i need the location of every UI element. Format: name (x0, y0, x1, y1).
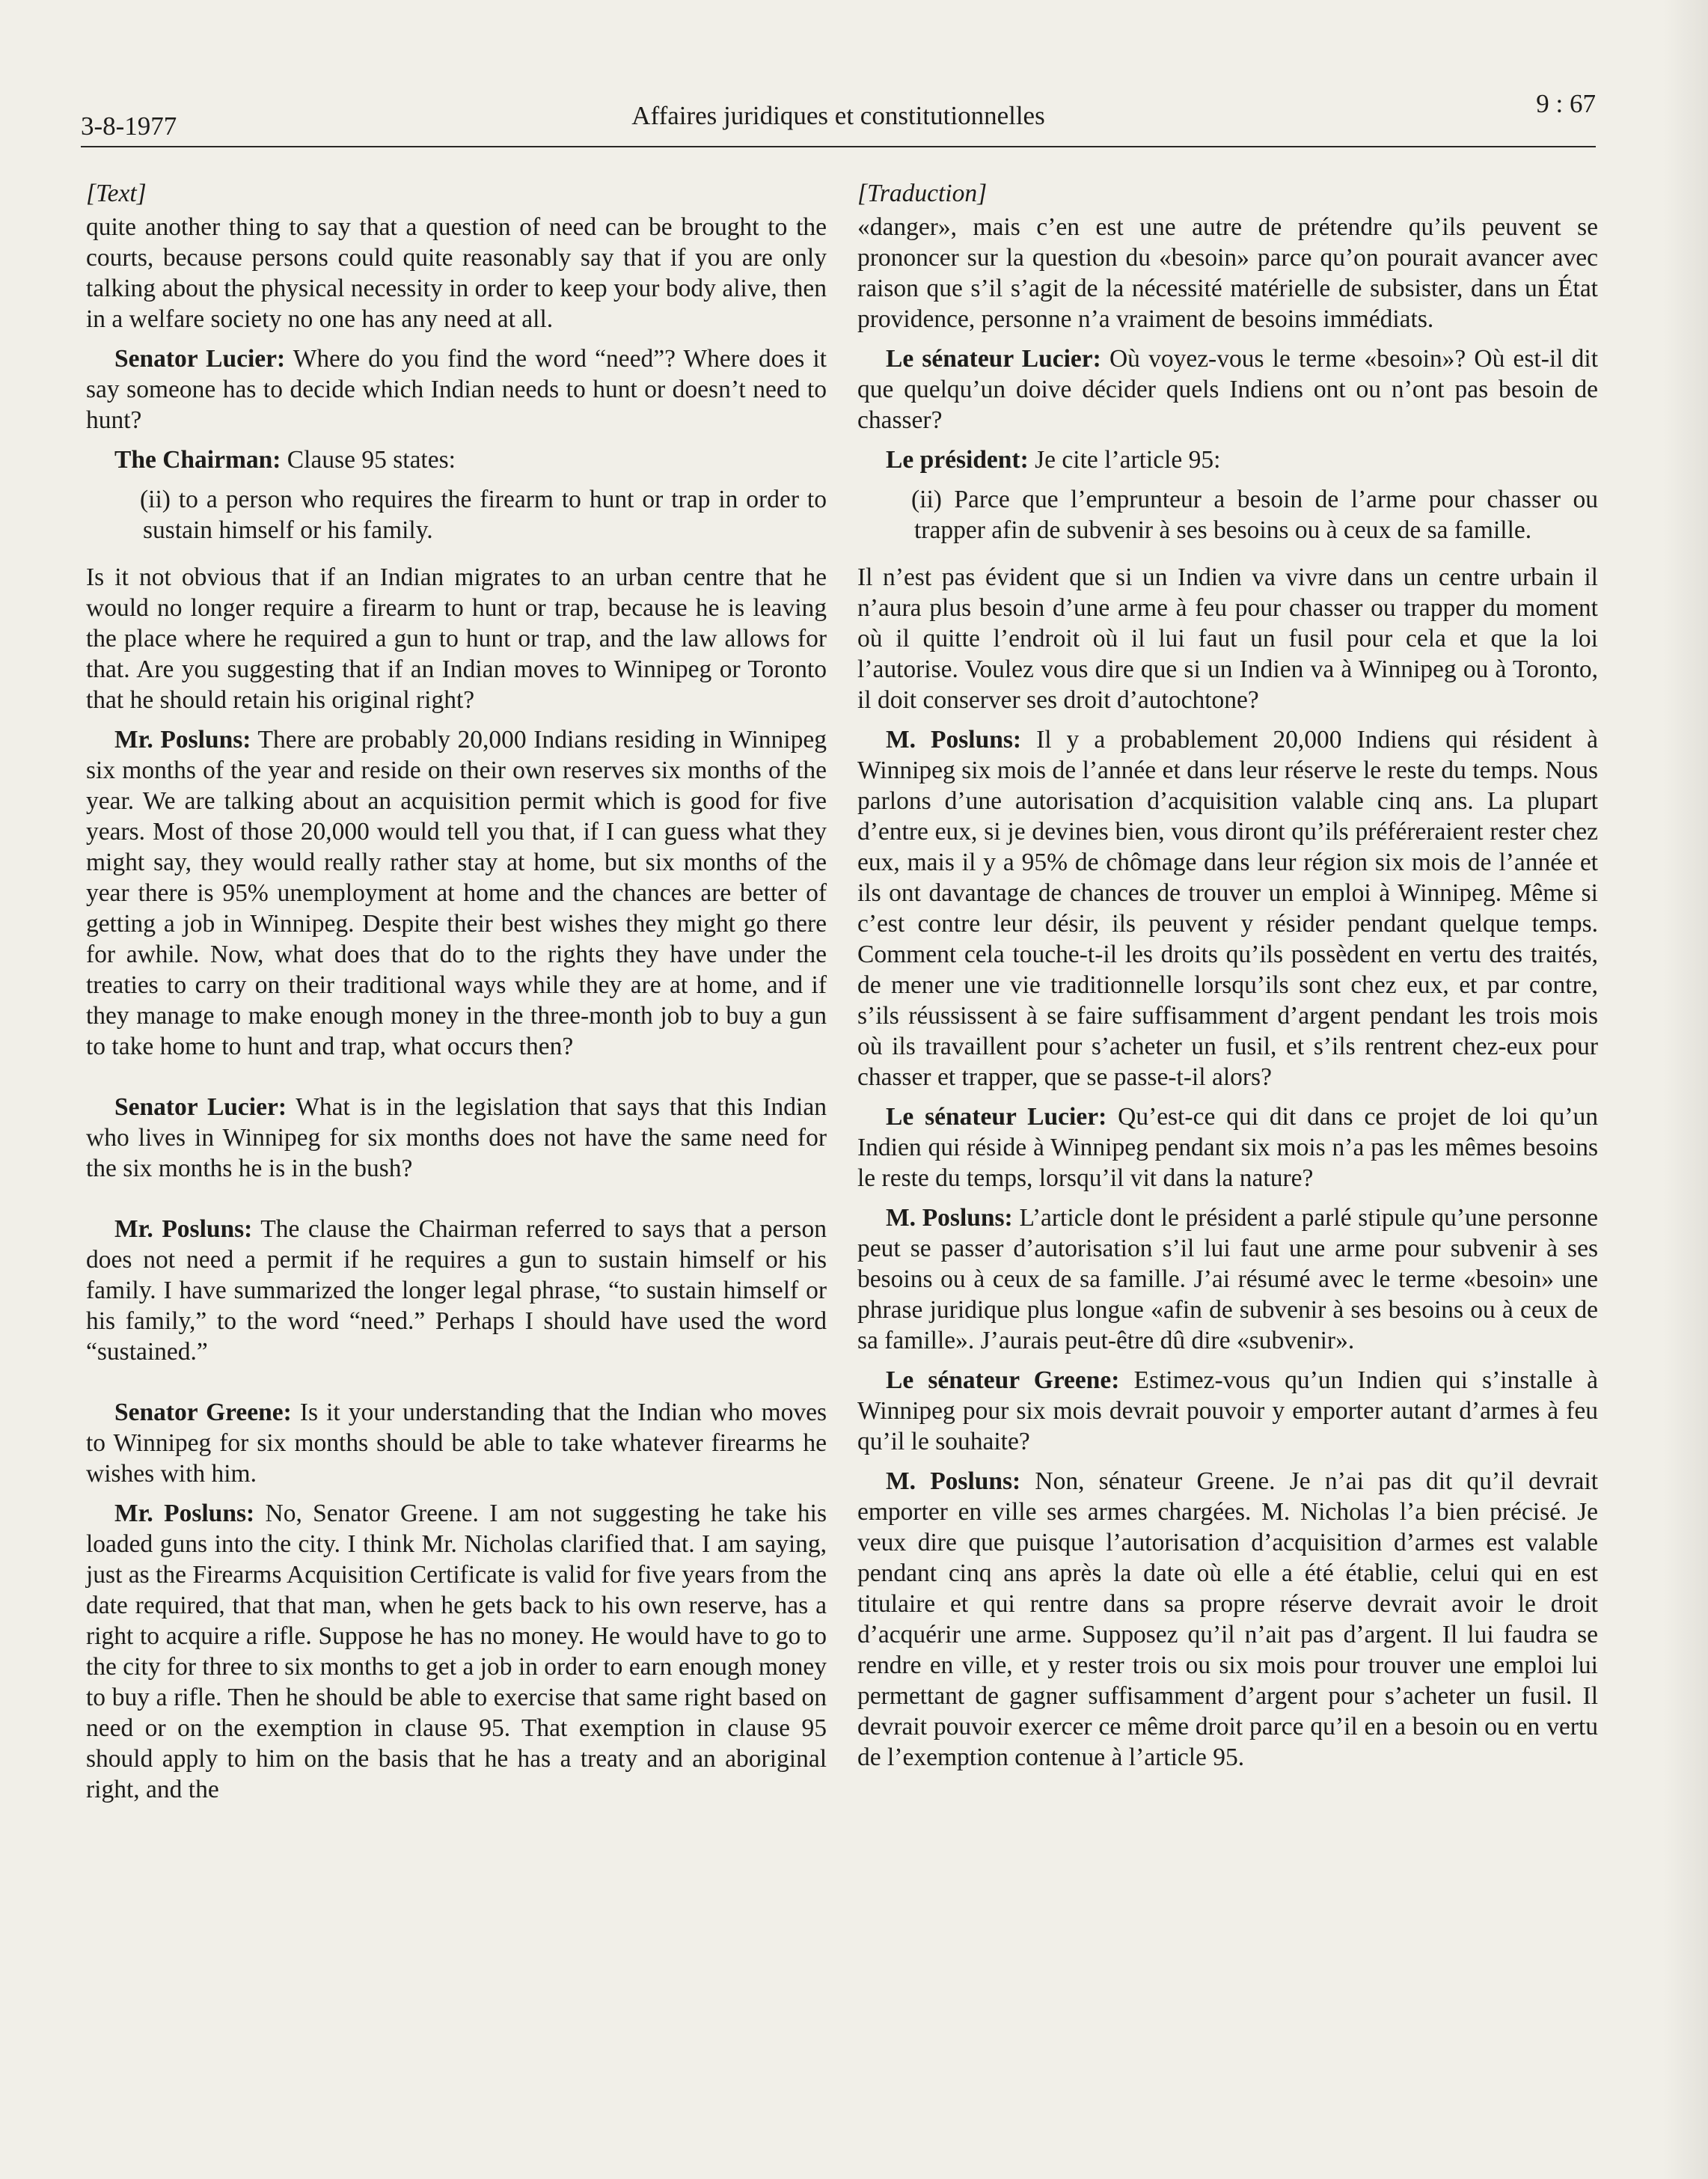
english-column (86, 178, 827, 1814)
speaker-name: M. Posluns: (886, 1467, 1021, 1495)
paragraph (857, 1365, 1598, 1457)
header-title: Affaires juridiques et constitutionnelles (631, 101, 1045, 130)
speaker-name: Senator Greene: (114, 1399, 292, 1426)
paragraph (86, 1498, 827, 1805)
speech-text: There are probably 20,000 Indians residing in Winnipeg six months of the year and reside on their own reserves six months of the year. We are talking about an acquisition permit which is good for five years. Most of those 20,000 would tell you that, if I can guess what they might say, they would really rather stay at home, but six months of the year there is 95% unemployment at home and the chances are better of getting a job in Winnipeg. Despite their best wishes they might go there for awhile. Now, what does that do to the rights they have under the treaties to carry on their traditional ways while they are at home, and if they manage to make enough money in the three-month job to buy a gun to take home to hunt and trap, what occurs then? (86, 726, 827, 1060)
section-marker-traduction: [Traduction] (857, 180, 988, 207)
header-page-number: 9 : 67 (1536, 89, 1596, 118)
speech-text: Il y a probablement 20,000 Indiens qui résident à Winnipeg six mois de l’année et dans leur réserve le reste du temps. Nous parlons d’une autorisation d’acquisition valable cinq ans. La plupart d’entre eux, si je devines bien, vous diront qu’ils préféreraient rester chez eux, mais il y a 95% de chômage dans leur région six mois de l’année et ils ont davantage de chances de trouver un emploi à Winnipeg. Même si c’est contre leur désir, ils peuvent y résider pendant quelque temps. Comment cela touche-t-il les droits qu’ils possèdent en vertu des traités, de mener une vie traditionnelle lorsqu’ils sont chez eux, et par contre, s’ils réussissent à se faire suffisamment d’argent pendant les trois mois où ils travaillent pour s’acheter un fusil, et s’ils rentrent chez-eux pour chasser et trapper, que se passe-t-il alors? (857, 726, 1598, 1091)
speech-text: Is it your understanding that the Indian who moves to Winnipeg for six months should be able to take whatever firearms he wishes with him. (86, 1399, 827, 1488)
page-spine-shadow (1663, 0, 1708, 2179)
paragraph (857, 343, 1598, 436)
paragraph (857, 1101, 1598, 1194)
paragraph: Is it not obvious that if an Indian migrates to an urban centre that he would no longer require a firearm to hunt or trap, because he is leaving the place where he required a gun to hunt or trap, and the law allows for that. Are you suggesting that if an Indian moves to Winnipeg or Toronto that he should retain his original right? (86, 563, 827, 714)
quoted-clause: (ii) Parce que l’emprunteur a besoin de l’arme pour chasser ou trapper afin de subvenir à ses besoins ou à ceux de sa famille. (911, 486, 1598, 544)
paragraph (86, 1397, 827, 1489)
paragraph (86, 444, 827, 475)
paragraph: quite another thing to say that a question of need can be brought to the courts, because persons could quite reasonably say that if you are only talking about the physical necessity in order to keep your body alive, then in a welfare society no one has any need at all. (86, 213, 827, 333)
section-marker-text: [Text] (86, 180, 147, 207)
speech-text: What is in the legislation that says that this Indian who lives in Winnipeg for six months does not have the same need for the six months he is in the bush? (86, 1093, 827, 1182)
paragraph: Il n’est pas évident que si un Indien va vivre dans un centre urbain il n’aura plus besoin d’une arme à feu pour chasser ou trapper du moment où il quitte l’endroit où il lui faut un fusil pour cela et que la loi l’autorise. Voulez vous dire que si un Indien va à Winnipeg ou à Toronto, il doit conserver ses droit d’autochtone? (857, 563, 1598, 714)
speaker-name: M. Posluns: (886, 726, 1022, 754)
speaker-name: Le sénateur Lucier: (886, 345, 1101, 373)
speaker-name: Le président: (886, 446, 1029, 474)
paragraph (86, 724, 827, 1062)
paragraph (857, 1466, 1598, 1773)
paragraph (86, 1092, 827, 1184)
paragraph (86, 343, 827, 436)
speech-text: Where do you find the word “need”? Where does it say someone has to decide which Indian needs to hunt or doesn’t need to hunt? (86, 345, 827, 434)
speaker-name: Mr. Posluns: (114, 1215, 253, 1243)
speech-text: No, Senator Greene. I am not suggesting he take his loaded guns into the city. I think Mr. Nicholas clarified that. I am saying, just as the Firearms Acquisition Certificate is valid for five years from the date required, that that man, when he gets back to his own reserve, has a right to acquire a rifle. Suppose he has no money. He would have to go to the city for three to six months to get a job in order to earn enough money to buy a rifle. Then he should be able to exercise that same right based on need or on the exemption in clause 95. That exemption in clause 95 should apply to him on the basis that he has a treaty and an aboriginal right, and the (86, 1500, 827, 1803)
paragraph (857, 444, 1598, 475)
paragraph (857, 724, 1598, 1092)
speech-text: The clause the Chairman referred to says that a person does not need a permit if he requires a gun to sustain himself or his family. I have summarized the longer legal phrase, “to sustain himself or his family,” to the word “need.” Perhaps I should have used the word “sustained.” (86, 1215, 827, 1366)
speaker-name: The Chairman: (114, 446, 281, 474)
speaker-name: Mr. Posluns: (114, 726, 251, 754)
speech-text: Estimez-vous qu’un Indien qui s’installe à Winnipeg pour six mois devrait pouvoir y emporter autant d’armes à feu qu’il le souhaite? (857, 1366, 1599, 1455)
speaker-name: Senator Lucier: (114, 1093, 287, 1121)
speech-text: Qu’est-ce qui dit dans ce projet de loi qu’un Indien qui réside à Winnipeg pendant six mois n’a pas les mêmes besoins le reste du temps, lorsqu’il vit dans la nature? (857, 1103, 1598, 1192)
french-column (857, 178, 1598, 1782)
speaker-name: Mr. Posluns: (114, 1500, 255, 1527)
speech-text: Non, sénateur Greene. Je n’ai pas dit qu’il devrait emporter en ville ses armes chargées. M. Nicholas l’a bien précisé. Je veux dire que puisque l’autorisation d’acquisition d’armes est valable pendant cinq ans après la date où elle a été établie, celui qui en est titulaire et qui rentre dans sa propre réserve devrait avoir le droit d’acquérir une arme. Supposez qu’il n’ait pas d’argent. Il lui faudra se rendre en ville, et y rester trois ou six mois pour trouver une emploi lui permettant de gagner suffisamment d’argent pour s’acheter un fusil. Il devrait pouvoir exercer ce même droit parce qu’il en a besoin ou en vertu de l’exemption contenue à l’article 95. (857, 1467, 1598, 1771)
speaker-name: Le sénateur Lucier: (886, 1103, 1107, 1131)
speaker-name: Senator Lucier: (114, 345, 286, 373)
speech-text: Clause 95 states: (287, 446, 456, 474)
paragraph (857, 1202, 1598, 1356)
paragraph (86, 1214, 827, 1367)
header-date: 3-8-1977 (81, 111, 177, 141)
paragraph: «danger», mais c’en est une autre de prétendre qu’ils peuvent se prononcer sur la question du «besoin» parce qu’on pourait avancer avec raison que s’il s’agit de la nécessité matérielle de subsister, dans un État providence, personne n’a vraiment de besoins immédiats. (857, 213, 1598, 333)
speaker-name: M. Posluns: (886, 1204, 1013, 1232)
page-header (81, 79, 1596, 147)
speech-text: Je cite l’article 95: (1035, 446, 1221, 474)
speech-text: L’article dont le président a parlé stipule qu’une personne peut se passer d’autorisation s’il lui faut une arme pour subvenir à ses besoins ou à ceux de sa famille. J’ai résumé avec le terme «besoin» une phrase juridique plus longue «afin de subvenir à ses besoins ou à ceux de sa famille». J’aurais peut-être dû dire «subvenir». (857, 1204, 1598, 1354)
speaker-name: Le sénateur Greene: (886, 1366, 1120, 1394)
quoted-clause: (ii) to a person who requires the firearm to hunt or trap in order to sustain himself or his family. (140, 486, 827, 544)
speech-text: Où voyez-vous le terme «besoin»? Où est-il dit que quelqu’un doive décider quels Indiens ont ou n’ont pas besoin de chasser? (857, 345, 1599, 434)
